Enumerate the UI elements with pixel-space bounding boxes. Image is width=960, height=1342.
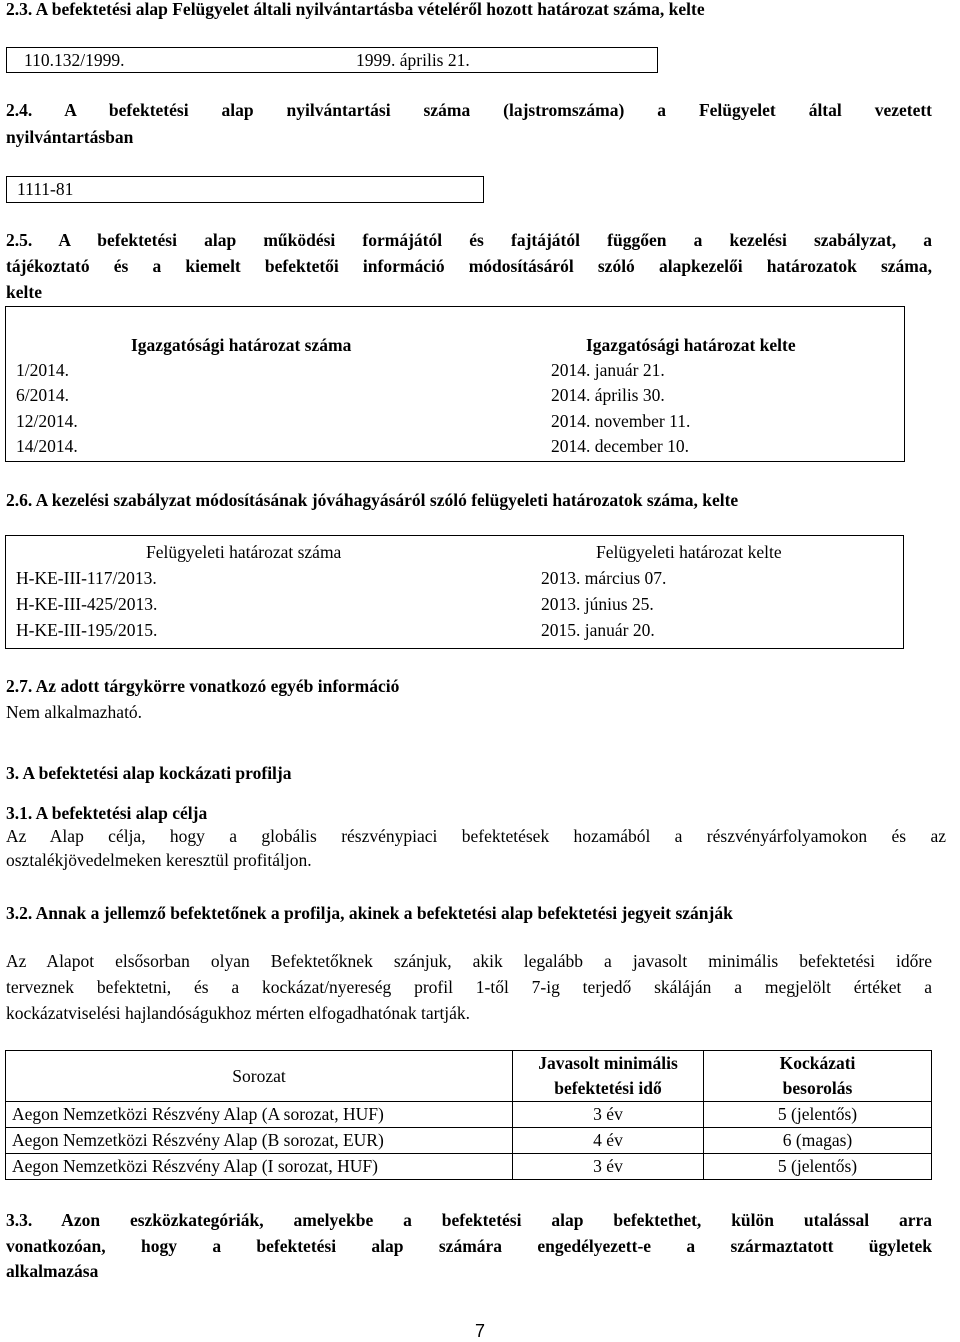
series-name: Aegon Nemzetközi Részvény Alap (I sorozat, HUF)	[6, 1154, 513, 1180]
section-3-2-heading: 3.2. Annak a jellemző befektetőnek a profilja, akinek a befektetési alap befektetési jegyeit szánják	[6, 903, 733, 923]
risk-header-line2: besorolás	[782, 1078, 853, 1098]
supervisory-row-number: H-KE-III-117/2013.	[16, 568, 157, 588]
board-row-number: 14/2014.	[16, 436, 78, 456]
page-number: 7	[474, 1321, 485, 1341]
section-3-2-line3: kockázatviselési hajlandóságukhoz mérten elfogadhatónak tartják.	[6, 1003, 471, 1023]
board-row-number: 6/2014.	[16, 385, 69, 405]
supervisory-col-number-header: Felügyeleti határozat száma	[146, 542, 342, 562]
board-row-number: 12/2014.	[16, 411, 78, 431]
register-number-box	[6, 176, 484, 203]
board-decisions-table	[5, 306, 905, 462]
holding-period-col-header	[513, 1051, 704, 1102]
series-table-row	[6, 1102, 932, 1128]
section-3-3-line2: vonatkozóan, hogy a befektetési alap számára engedélyezett-e a származtatott ügyletek	[6, 1236, 932, 1256]
section-3-3-line3: alkalmazása	[6, 1261, 99, 1281]
section-2-4-heading-line2: nyilvántartásban	[6, 127, 134, 147]
section-2-4-heading-line1: 2.4. A befektetési alap nyilvántartási száma (lajstromszáma) a Felügyelet által vezetett	[6, 100, 932, 120]
risk-col-header	[704, 1051, 932, 1102]
series-table-row	[6, 1128, 932, 1154]
series-holding-period: 3 év	[513, 1154, 704, 1180]
section-2-5-line1: 2.5. A befektetési alap működési formájától és fajtájától függően a kezelési szabályzat, a	[6, 230, 932, 250]
board-row-date: 2014. január 21.	[551, 360, 665, 380]
supervisory-row-date: 2013. március 07.	[541, 568, 667, 588]
series-table-header	[6, 1051, 932, 1102]
section-2-7-text: Nem alkalmazható.	[6, 702, 143, 722]
section-3-1-heading: 3.1. A befektetési alap célja	[6, 803, 208, 823]
registration-date: 1999. április 21.	[356, 50, 470, 70]
section-3-2-line1: Az Alapot elsősorban olyan Befektetőknek szánjuk, akik legalább a javasolt minimális befektetési időre	[6, 951, 932, 971]
series-risk-rating: 5 (jelentős)	[704, 1154, 932, 1180]
section-2-7-heading: 2.7. Az adott tárgykörre vonatkozó egyéb információ	[6, 676, 400, 696]
section-2-5-line2: tájékoztató és a kiemelt befektetői információ módosításáról szóló alapkezelői határozatok száma,	[6, 256, 932, 276]
registration-number: 110.132/1999.	[24, 50, 125, 70]
supervisory-row-number: H-KE-III-425/2013.	[16, 594, 158, 614]
supervisory-decisions-table	[5, 535, 904, 649]
series-table	[5, 1050, 932, 1180]
holding-period-header-line2: befektetési idő	[554, 1078, 662, 1098]
series-table-row	[6, 1154, 932, 1180]
series-holding-period: 3 év	[513, 1102, 704, 1128]
series-holding-period: 4 év	[513, 1128, 704, 1154]
series-name: Aegon Nemzetközi Részvény Alap (A sorozat, HUF)	[6, 1102, 513, 1128]
series-name: Aegon Nemzetközi Részvény Alap (B sorozat, EUR)	[6, 1128, 513, 1154]
section-3-2-line2: terveznek befektetni, és a kockázat/nyereség profil 1-től 7-ig terjedő skáláján a megjelölt értéket a	[6, 977, 932, 997]
supervisory-row-date: 2013. június 25.	[541, 594, 654, 614]
series-risk-rating: 5 (jelentős)	[704, 1102, 932, 1128]
supervisory-row-number: H-KE-III-195/2015.	[16, 620, 158, 640]
board-col-number-header: Igazgatósági határozat száma	[131, 335, 352, 355]
section-3-1-line2: osztalékjövedelmeken keresztül profitáljon.	[6, 850, 312, 870]
series-risk-rating: 6 (magas)	[704, 1128, 932, 1154]
registration-box	[6, 47, 658, 73]
supervisory-col-date-header: Felügyeleti határozat kelte	[596, 542, 782, 562]
board-row-number: 1/2014.	[16, 360, 69, 380]
section-2-5-line3: kelte	[6, 282, 42, 302]
supervisory-row-date: 2015. január 20.	[541, 620, 655, 640]
holding-period-header-line1: Javasolt minimális	[538, 1053, 678, 1073]
series-col-header: Sorozat	[6, 1051, 513, 1102]
section-2-3-heading: 2.3. A befektetési alap Felügyelet általi nyilvántartásba vételéről hozott határozat száma, kelte	[6, 0, 705, 19]
register-number: 1111-81	[17, 179, 74, 199]
board-col-date-header: Igazgatósági határozat kelte	[586, 335, 796, 355]
board-row-date: 2014. december 10.	[551, 436, 690, 456]
board-row-date: 2014. április 30.	[551, 385, 665, 405]
section-3-3-line1: 3.3. Azon eszközkategóriák, amelyekbe a befektetési alap befektethet, külön utalással arra	[6, 1210, 932, 1230]
risk-header-line1: Kockázati	[779, 1053, 856, 1073]
section-3-heading: 3. A befektetési alap kockázati profilja	[6, 763, 292, 783]
section-2-6-heading: 2.6. A kezelési szabályzat módosításának jóváhagyásáról szóló felügyeleti határozatok száma, kelte	[6, 490, 739, 510]
board-row-date: 2014. november 11.	[551, 411, 691, 431]
section-3-1-line1: Az Alap célja, hogy a globális részvénypiaci befektetések hozamából a részvényárfolyamokon és az	[6, 826, 946, 846]
